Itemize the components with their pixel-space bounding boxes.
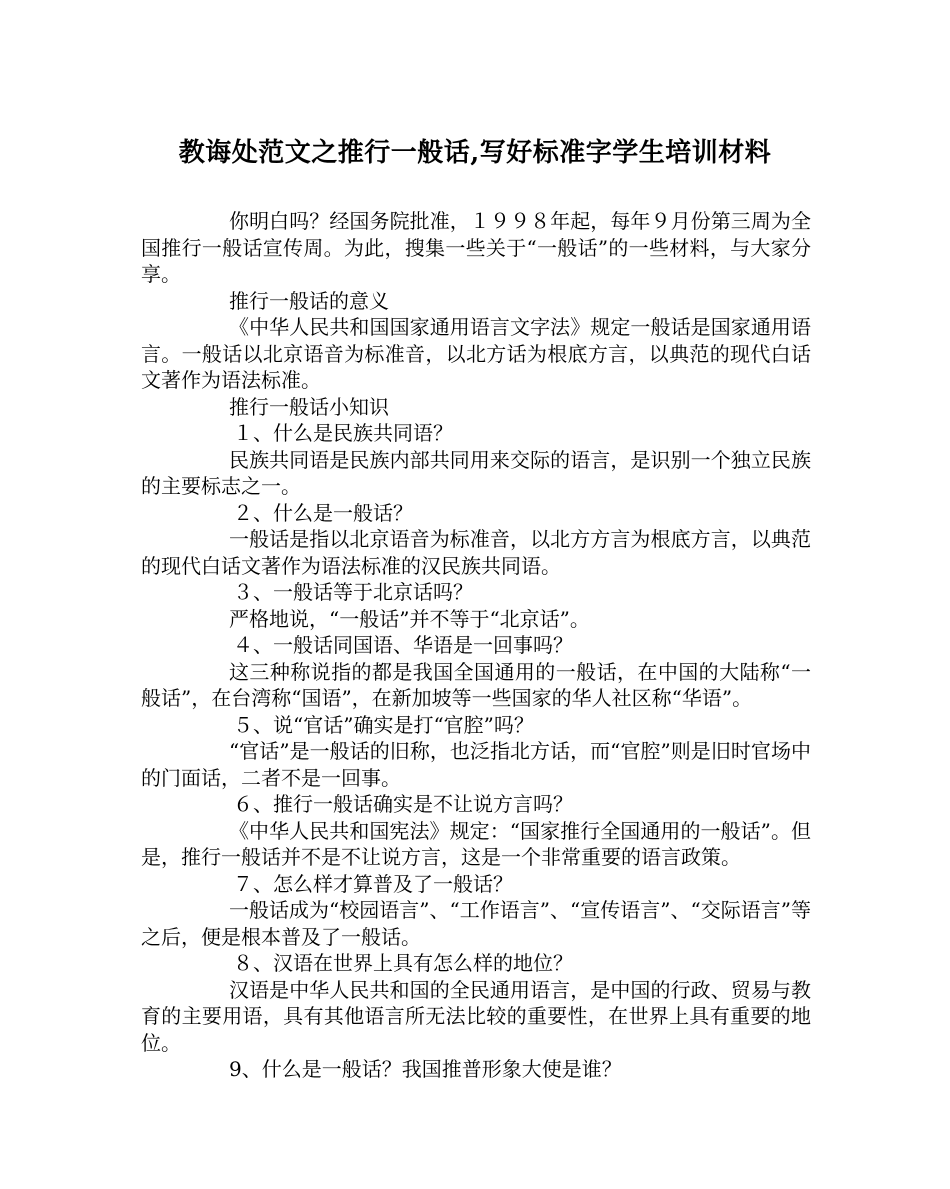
page-title: 教诲处范文之推行一般话,写好标准字学生培训材料 — [178, 138, 772, 168]
answer-5: “官话”是一般话的旧称，也泛指北方话，而“官腔”则是旧时官场中的门面话，二者不是一回事。 — [141, 739, 811, 790]
document-body — [141, 208, 811, 1083]
question-6: ６、推行一般话确实是不让说方言吗？ — [233, 792, 573, 816]
answer-6: 《中华人民共和国宪法》规定：“国家推行全国通用的一般话”。但是，推行一般话并不是不让说方言，这是一个非常重要的语言政策。 — [141, 818, 811, 869]
question-4: ４、一般话同国语、华语是一回事吗？ — [233, 633, 573, 657]
answer-3: 严格地说，“一般话”并不等于“北京话”。 — [229, 606, 590, 631]
section-heading-significance: 推行一般话的意义 — [229, 288, 389, 313]
answer-7: 一般话成为“校园语言”、“工作语言”、“宣传语言”、“交际语言”等之后，便是根本普及了一般话。 — [141, 898, 811, 949]
intro-paragraph: 你明白吗？经国务院批准，１９９８年起，每年９月份第三周为全国推行一般话宣传周。为此，搜集一些关于“一般话”的一些材料，与大家分享。 — [141, 209, 811, 286]
section-heading-knowledge: 推行一般话小知识 — [229, 394, 389, 419]
question-1: １、什么是民族共同语？ — [233, 421, 453, 445]
law-paragraph: 《中华人民共和国国家通用语言文字法》规定一般话是国家通用语言。一般话以北京语音为标准音，以北方话为根底方言，以典范的现代白话文著作为语法标准。 — [141, 315, 811, 392]
answer-4: 这三种称说指的都是我国全国通用的一般话，在中国的大陆称“一般话”，在台湾称“国语”，在新加坡等一些国家的华人社区称“华语”。 — [141, 659, 811, 710]
question-9: 9、什么是一般话？我国推普形象大使是谁？ — [229, 1057, 622, 1081]
question-2: ２、什么是一般话？ — [233, 500, 413, 525]
answer-1: 民族共同语是民族内部共同用来交际的语言，是识别一个独立民族的主要标志之一。 — [141, 447, 811, 498]
question-7: ７、怎么样才算普及了一般话？ — [233, 871, 513, 896]
question-8: ８、汉语在世界上具有怎么样的地位？ — [233, 951, 573, 975]
answer-2: 一般话是指以北京语音为标准音，以北方方言为根底方言，以典范的现代白话文著作为语法标准的汉民族共同语。 — [141, 527, 811, 578]
question-3: ３、一般话等于北京话吗？ — [233, 580, 473, 604]
answer-8: 汉语是中华人民共和国的全民通用语言，是中国的行政、贸易与教育的主要用语，具有其他语言所无法比较的重要性，在世界上具有重要的地位。 — [141, 977, 811, 1055]
question-5: ５、说“官话”确实是打“官腔”吗？ — [233, 712, 534, 737]
